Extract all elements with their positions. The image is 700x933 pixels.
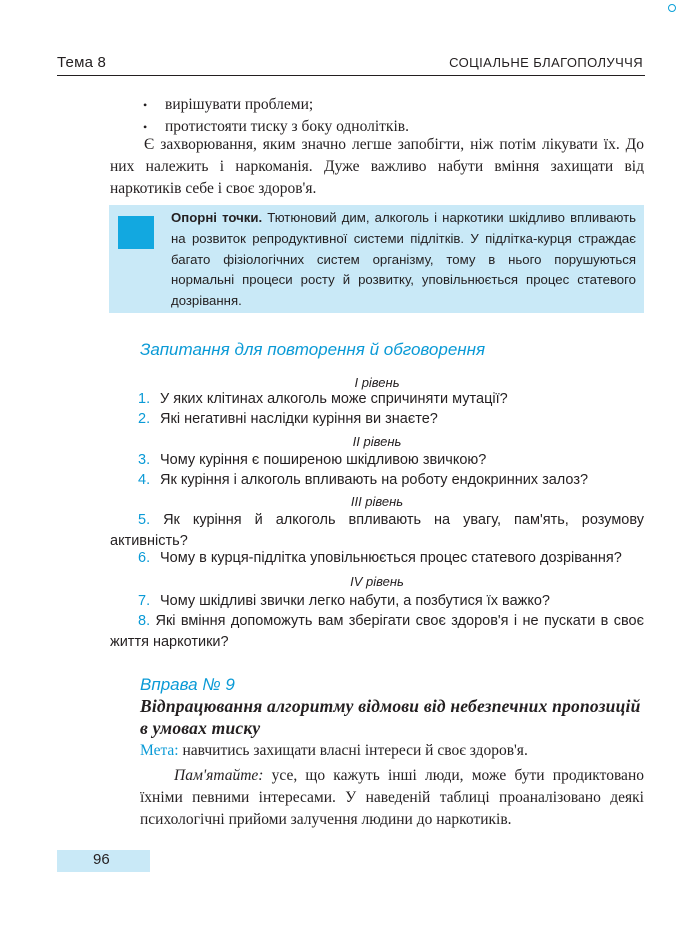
section-title: СОЦІАЛЬНЕ БЛАГОПОЛУЧЧЯ <box>449 55 643 70</box>
question-item <box>110 611 644 653</box>
question-number: 1. <box>138 391 151 407</box>
keypoints-body: Тютюновий дим, алкоголь і наркотики шкідливо впливають на розвиток репродуктивної системи підлітків. У підлітка-курця страждає багато фізіологічних систем організму, тому в нього порушуються нормальні процеси росту й розвитку, уповільнюється процес статевого дозрівання. <box>171 210 636 309</box>
remember-label: Пам'ятайте: <box>174 767 264 784</box>
keypoints-label: Опорні точки. <box>171 210 263 225</box>
goal-label: Мета: <box>140 742 179 759</box>
question-text: Як куріння і алкоголь впливають на роботу ендокринних залоз? <box>160 472 589 488</box>
remember-paragraph <box>140 765 644 831</box>
level-label: III рівень <box>350 494 404 509</box>
header-divider <box>57 75 645 76</box>
list-item <box>143 94 314 116</box>
exercise-goal <box>140 740 528 762</box>
page-number: 96 <box>93 851 110 868</box>
bullet-icon: • <box>143 98 148 112</box>
question-number: 2. <box>138 411 151 427</box>
question-item <box>110 510 644 552</box>
question-text: Які негативні наслідки куріння ви знаєте? <box>160 411 438 427</box>
question-number: 5. <box>138 512 151 528</box>
question-text: Чому в курця-підлітка уповільнюється процес статевого дозрівання? <box>160 550 622 566</box>
question-text: Як куріння й алкоголь впливають на увагу, пам'ять, розумову активність? <box>110 512 644 549</box>
list-item-text: протистояти тиску з боку однолітків. <box>165 118 409 135</box>
keypoints-text <box>171 208 636 312</box>
exercise-title: Вправа № 9 <box>140 675 235 694</box>
bullet-icon: • <box>143 120 148 134</box>
questions-title: Запитання для повторення й обговорення <box>140 340 486 359</box>
level-label: I рівень <box>354 375 400 390</box>
question-number: 4. <box>138 472 151 488</box>
intro-paragraph: Є захворювання, яким значно легше запобігти, ніж потім лікувати їх. До них належить і наркоманія. Дуже важливо набути вміння захищати від наркотиків себе і своє здоров'я. <box>110 136 644 197</box>
question-text: Чому куріння є поширеною шкідливою звичкою? <box>160 452 487 468</box>
question-text: Чому шкідливі звички легко набути, а позбутися їх важко? <box>160 593 550 609</box>
topic-label: Тема 8 <box>57 54 107 71</box>
question-number: 6. <box>138 550 151 566</box>
level-label: IV рівень <box>350 574 404 589</box>
exercise-heading: Відпрацювання алгоритму відмови від небезпечних пропозицій в умовах тиску <box>140 696 641 738</box>
keypoints-marker-icon <box>118 216 154 249</box>
question-text: У яких клітинах алкоголь може спричиняти мутації? <box>160 391 508 407</box>
question-text: Які вміння допоможуть вам зберігати своє здоров'я і не пускати в своє життя наркотики? <box>110 613 644 650</box>
list-item-text: вирішувати проблеми; <box>165 96 314 113</box>
level-label: II рівень <box>352 434 402 449</box>
question-number: 7. <box>138 593 151 609</box>
corner-logo-icon <box>668 4 677 12</box>
goal-text: навчитись захищати власні інтереси й своє здоров'я. <box>178 742 528 759</box>
remember-text: усе, що кажуть інші люди, може бути продиктовано їхніми певними інтересами. У наведеній таблиці проаналізовано деякі психологічні прийоми залучення людини до наркотиків. <box>140 767 644 828</box>
question-number: 3. <box>138 452 151 468</box>
question-number: 8. <box>138 613 151 629</box>
